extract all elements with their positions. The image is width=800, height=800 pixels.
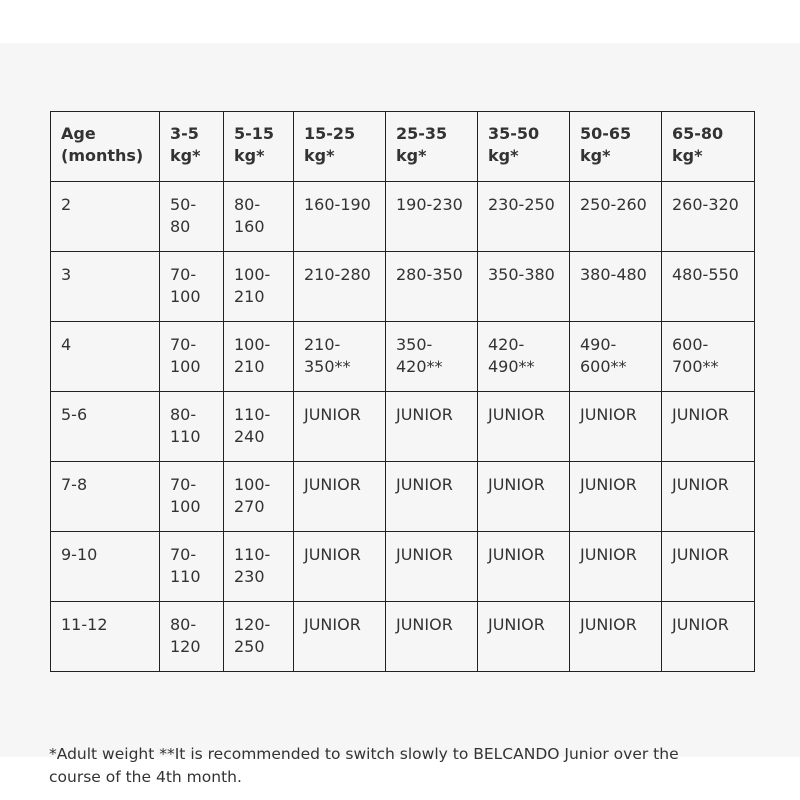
table-cell: 50-80 [160, 182, 224, 252]
table-cell: JUNIOR [294, 602, 386, 672]
table-cell: JUNIOR [386, 392, 478, 462]
table-cell: 230-250 [478, 182, 570, 252]
header-cell-15-25kg: 15-25 kg* [294, 112, 386, 182]
table-cell: JUNIOR [478, 602, 570, 672]
table-cell: 350-420** [386, 322, 478, 392]
table-cell: JUNIOR [662, 462, 755, 532]
header-cell-age: Age (months) [51, 112, 160, 182]
table-cell: 5-6 [51, 392, 160, 462]
table-cell: 190-230 [386, 182, 478, 252]
table-cell: 110-240 [224, 392, 294, 462]
table-cell: 600-700** [662, 322, 755, 392]
table-cell: 250-260 [570, 182, 662, 252]
header-cell-50-65kg: 50-65 kg* [570, 112, 662, 182]
table-cell: 480-550 [662, 252, 755, 322]
table-cell: JUNIOR [570, 532, 662, 602]
table-header-row [51, 112, 755, 182]
table-cell: JUNIOR [386, 532, 478, 602]
table-cell: 160-190 [294, 182, 386, 252]
table-cell: 280-350 [386, 252, 478, 322]
table-cell: 4 [51, 322, 160, 392]
table-cell: 80-110 [160, 392, 224, 462]
table-row [51, 532, 755, 602]
table-cell: 70-110 [160, 532, 224, 602]
table-row [51, 252, 755, 322]
table-cell: JUNIOR [662, 392, 755, 462]
table-cell: 7-8 [51, 462, 160, 532]
table-cell: 70-100 [160, 462, 224, 532]
table-cell: 80-120 [160, 602, 224, 672]
table-row [51, 462, 755, 532]
table-cell: JUNIOR [478, 462, 570, 532]
table-cell: 11-12 [51, 602, 160, 672]
table-cell: 2 [51, 182, 160, 252]
table-cell: 100-270 [224, 462, 294, 532]
header-cell-65-80kg: 65-80 kg* [662, 112, 755, 182]
table-cell: 210-350** [294, 322, 386, 392]
header-cell-25-35kg: 25-35 kg* [386, 112, 478, 182]
table-cell: 70-100 [160, 252, 224, 322]
table-cell: 9-10 [51, 532, 160, 602]
table-row [51, 182, 755, 252]
table-cell: 70-100 [160, 322, 224, 392]
table-cell: 210-280 [294, 252, 386, 322]
table-cell: JUNIOR [478, 532, 570, 602]
header-cell-3-5kg: 3-5 kg* [160, 112, 224, 182]
table-cell: 100-210 [224, 322, 294, 392]
table-cell: JUNIOR [570, 392, 662, 462]
table-row [51, 602, 755, 672]
table-cell: JUNIOR [570, 462, 662, 532]
table-cell: JUNIOR [386, 462, 478, 532]
table-cell: 100-210 [224, 252, 294, 322]
table-cell: 3 [51, 252, 160, 322]
table-row [51, 322, 755, 392]
table-cell: 260-320 [662, 182, 755, 252]
footnote: *Adult weight **It is recommended to switch slowly to BELCANDO Junior over the course of the 4th month. [49, 744, 679, 786]
header-cell-5-15kg: 5-15 kg* [224, 112, 294, 182]
table-cell: JUNIOR [662, 602, 755, 672]
table-cell: JUNIOR [294, 462, 386, 532]
header-cell-35-50kg: 35-50 kg* [478, 112, 570, 182]
table-cell: 350-380 [478, 252, 570, 322]
table-cell: 380-480 [570, 252, 662, 322]
table-cell: JUNIOR [662, 532, 755, 602]
table-cell: JUNIOR [570, 602, 662, 672]
table-cell: 80-160 [224, 182, 294, 252]
table-cell: JUNIOR [294, 532, 386, 602]
table-cell: 490-600** [570, 322, 662, 392]
table-cell: JUNIOR [478, 392, 570, 462]
table-row [51, 392, 755, 462]
table-cell: 110-230 [224, 532, 294, 602]
table-cell: JUNIOR [294, 392, 386, 462]
table-cell: 120-250 [224, 602, 294, 672]
table-cell: JUNIOR [386, 602, 478, 672]
table-cell: 420-490** [478, 322, 570, 392]
feeding-table [50, 111, 755, 672]
content-panel [0, 43, 800, 786]
